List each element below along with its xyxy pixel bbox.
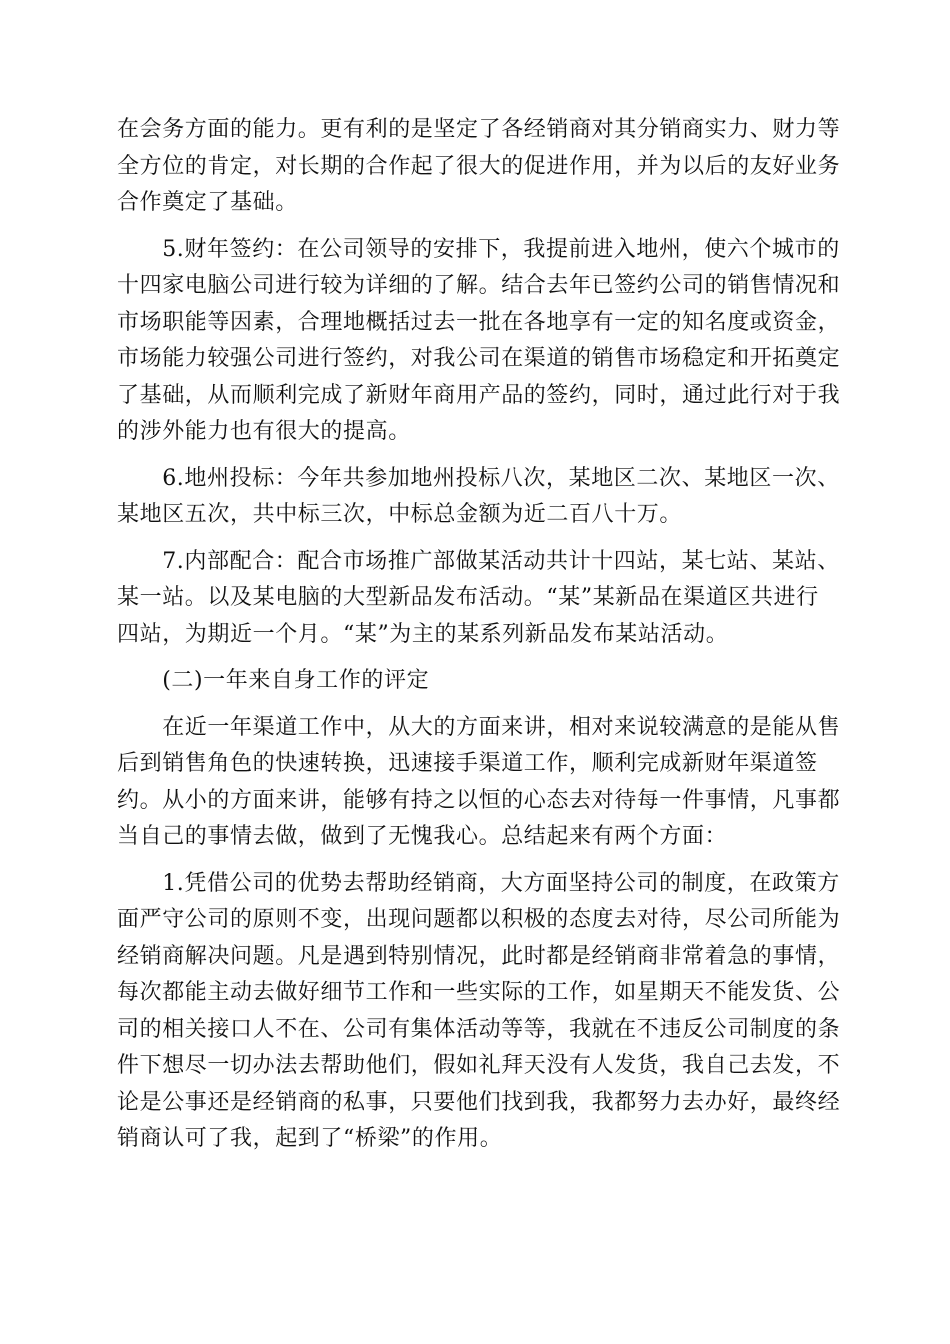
text-line: 当自己的事情去做，做到了无愧我心。总结起来有两个方面： xyxy=(117,824,728,849)
text-line: 市场能力较强公司进行签约，对我公司在渠道的销售市场稳定和开拓奠定 xyxy=(117,346,841,371)
text-line: 7.内部配合：配合市场推广部做某活动共计十四站，某七站、某站、 xyxy=(117,548,840,574)
text-line: 论是公事还是经销商的私事，只要他们找到我，我都努力去办好，最终经 xyxy=(117,1089,841,1115)
text-line: 四站，为期近一个月。“某”为主的某系列新品发布某站活动。 xyxy=(117,621,729,647)
text-line: 销商认可了我，起到了“桥梁”的作用。 xyxy=(117,1126,503,1151)
text-line: 全方位的肯定，对长期的合作起了很大的促进作用，并为以后的友好业务 xyxy=(117,153,841,179)
paragraph xyxy=(117,710,841,856)
text-line: 在会务方面的能力。更有利的是坚定了各经销商对其分销商实力、财力等 xyxy=(117,117,841,142)
text-line: 后到销售角色的快速转换，迅速接手渠道工作，顺利完成新财年渠道签 xyxy=(117,751,818,776)
paragraph xyxy=(117,112,841,222)
paragraph xyxy=(117,544,840,654)
text-line: 司的相关接口人不在、公司有集体活动等等，我就在不违反公司制度的条 xyxy=(117,1016,841,1042)
text-line: 约。从小的方面来讲，能够有持之以恒的心态去对待每一件事情，凡事都 xyxy=(117,787,841,813)
text-line: 某地区五次，共中标三次，中标总金额为近二百八十万。 xyxy=(117,502,683,527)
text-line: 每次都能主动去做好细节工作和一些实际的工作，如星期天不能发货、公 xyxy=(117,980,841,1005)
paragraph-gap xyxy=(117,451,833,461)
text-line: 在近一年渠道工作中，从大的方面来讲，相对来说较满意的是能从售 xyxy=(117,714,841,740)
text-line: 合作奠定了基础。 xyxy=(117,190,298,215)
text-line: (二)一年来自身工作的评定 xyxy=(117,668,430,693)
paragraph xyxy=(117,461,840,534)
paragraph-gap xyxy=(117,856,833,866)
paragraph xyxy=(117,866,841,1158)
text-line: 6.地州投标：今年共参加地州投标八次，某地区二次、某地区一次、 xyxy=(117,465,840,491)
text-line: 面严守公司的原则不变，出现问题都以积极的态度去对待，尽公司所能为 xyxy=(117,907,841,932)
text-line: 经销商解决问题。凡是遇到特别情况，此时都是经销商非常着急的事情， xyxy=(117,943,841,969)
paragraph xyxy=(117,663,833,700)
paragraph-gap xyxy=(117,534,833,544)
paragraph-gap xyxy=(117,700,833,710)
text-line: 某一站。以及某电脑的大型新品发布活动。“某”某新品在渠道区共进行 xyxy=(117,585,819,610)
paragraph-gap xyxy=(117,222,833,232)
text-line: 的涉外能力也有很大的提高。 xyxy=(117,419,411,444)
text-line: 1.凭借公司的优势去帮助经销商，大方面坚持公司的制度，在政策方 xyxy=(117,870,840,896)
paragraph xyxy=(117,232,841,451)
text-line: 市场职能等因素，合理地概括过去一批在各地享有一定的知名度或资金， xyxy=(117,309,841,335)
text-line: 5.财年签约：在公司领导的安排下，我提前进入地州，使六个城市的 xyxy=(117,236,840,262)
text-line: 十四家电脑公司进行较为详细的了解。结合去年已签约公司的销售情况和 xyxy=(117,273,841,298)
text-line: 件下想尽一切办法去帮助他们，假如礼拜天没有人发货，我自己去发，不 xyxy=(117,1053,841,1078)
document-body xyxy=(117,112,841,1158)
text-line: 了基础，从而顺利完成了新财年商用产品的签约，同时，通过此行对于我 xyxy=(117,382,841,408)
paragraph-gap xyxy=(117,653,833,663)
